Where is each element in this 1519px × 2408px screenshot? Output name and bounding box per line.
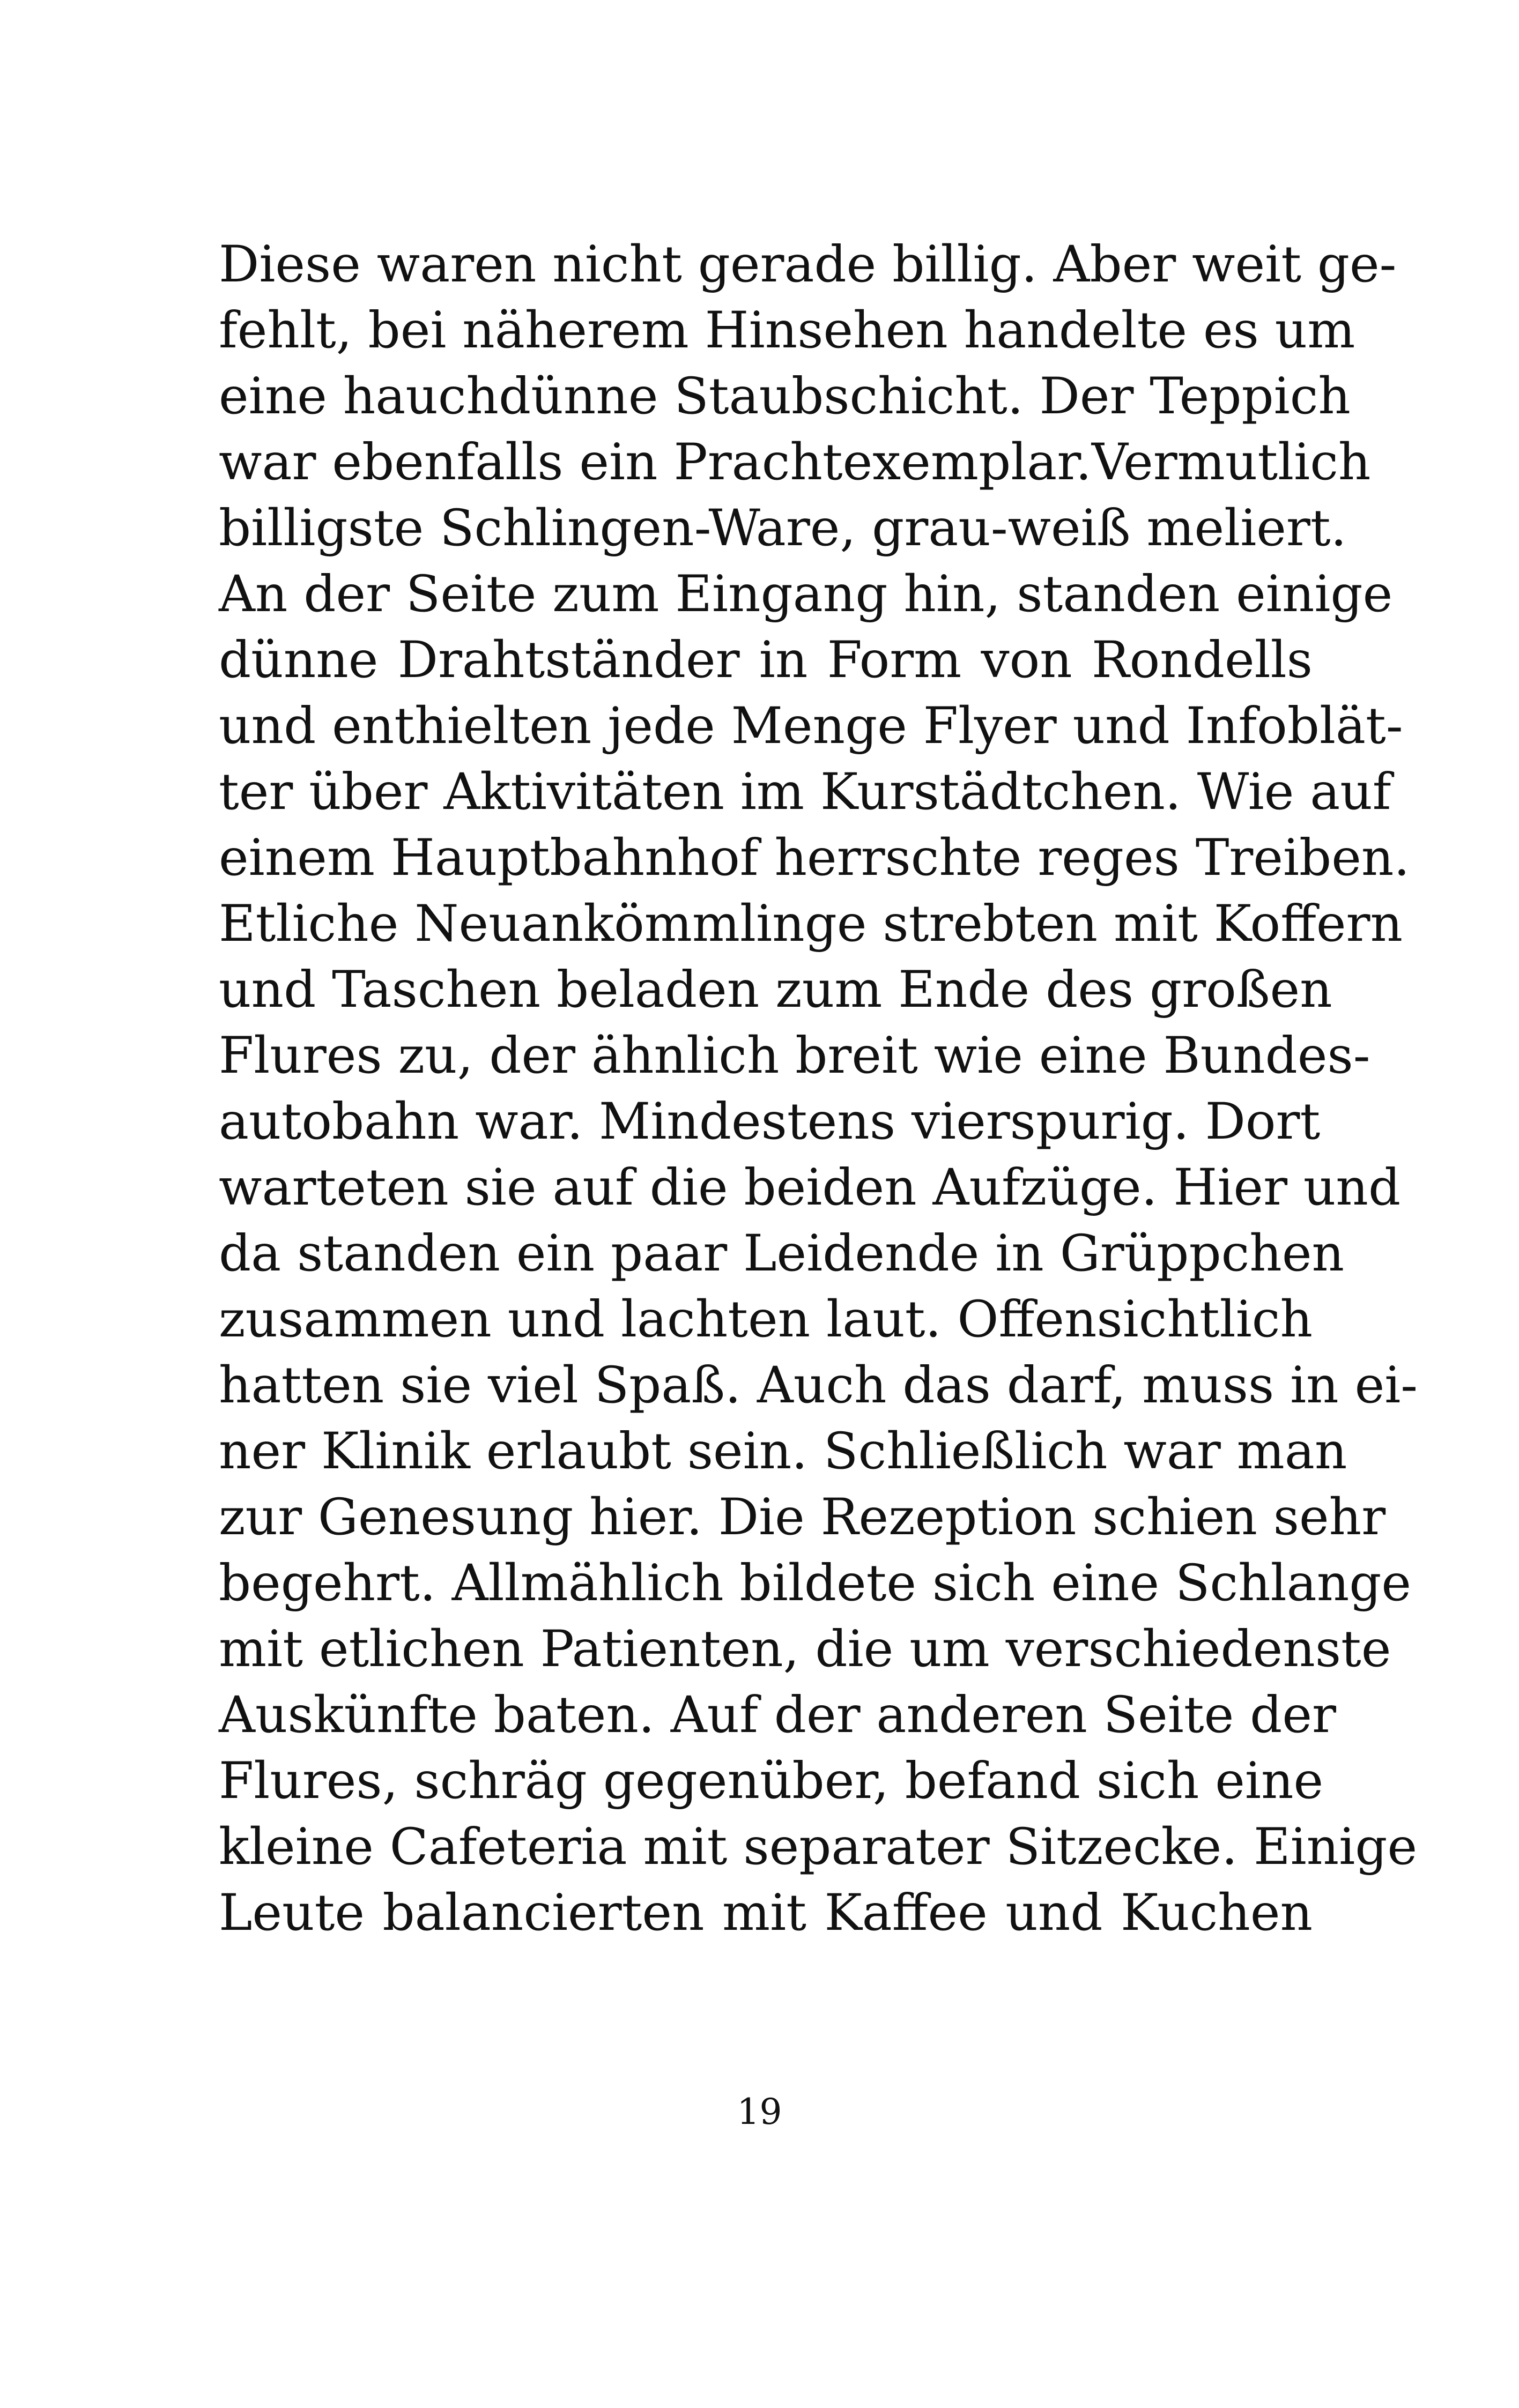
text-line: Auskünfte baten. Auf der anderen Seite der <box>219 1686 1336 1744</box>
text-line: einem Hauptbahnhof herrschte reges Treiben. <box>219 829 1410 887</box>
text-line: war ebenfalls ein Prachtexemplar.Vermutlich <box>219 433 1371 492</box>
text-line: fehlt, bei näherem Hinsehen handelte es um <box>219 301 1355 360</box>
text-line: hatten sie viel Spaß. Auch das darf, muss in ei- <box>219 1356 1418 1415</box>
text-line: dünne Drahtständer in Form von Rondells <box>219 631 1313 689</box>
page-number: 19 <box>737 2091 782 2132</box>
text-line: Leute balancierten mit Kaffee und Kuchen <box>219 1884 1313 1942</box>
text-line: und Taschen beladen zum Ende des großen <box>219 961 1332 1019</box>
text-line: eine hauchdünne Staubschicht. Der Teppich <box>219 367 1351 426</box>
text-line: Flures, schräg gegenüber, befand sich eine <box>219 1752 1324 1810</box>
text-line: ner Klinik erlaubt sein. Schließlich war man <box>219 1422 1347 1481</box>
text-line: mit etlichen Patienten, die um verschiedenste <box>219 1620 1391 1678</box>
text-line: Diese waren nicht gerade billig. Aber weit ge- <box>219 235 1397 294</box>
text-line: kleine Cafeteria mit separater Sitzecke. Einige <box>219 1818 1418 1876</box>
text-line: Etliche Neuankömmlinge strebten mit Koffern <box>219 895 1403 953</box>
text-line: und enthielten jede Menge Flyer und Infoblät- <box>219 697 1403 755</box>
text-line: billigste Schlingen-Ware, grau-weiß meliert. <box>219 499 1347 558</box>
text-line: autobahn war. Mindestens vierspurig. Dort <box>219 1092 1321 1151</box>
text-line: Flures zu, der ähnlich breit wie eine Bundes- <box>219 1027 1370 1085</box>
text-line: begehrt. Allmählich bildete sich eine Schlange <box>219 1554 1412 1612</box>
text-line: ter über Aktivitäten im Kurstädtchen. Wie auf <box>219 763 1391 821</box>
body-text <box>219 232 1418 1946</box>
text-line: zusammen und lachten laut. Offensichtlich <box>219 1290 1313 1349</box>
text-line: da standen ein paar Leidende in Grüppchen <box>219 1224 1344 1283</box>
text-line: zur Genesung hier. Die Rezeption schien sehr <box>219 1488 1386 1547</box>
text-line: An der Seite zum Eingang hin, standen einige <box>219 565 1393 623</box>
text-line: warteten sie auf die beiden Aufzüge. Hier und <box>219 1158 1401 1217</box>
